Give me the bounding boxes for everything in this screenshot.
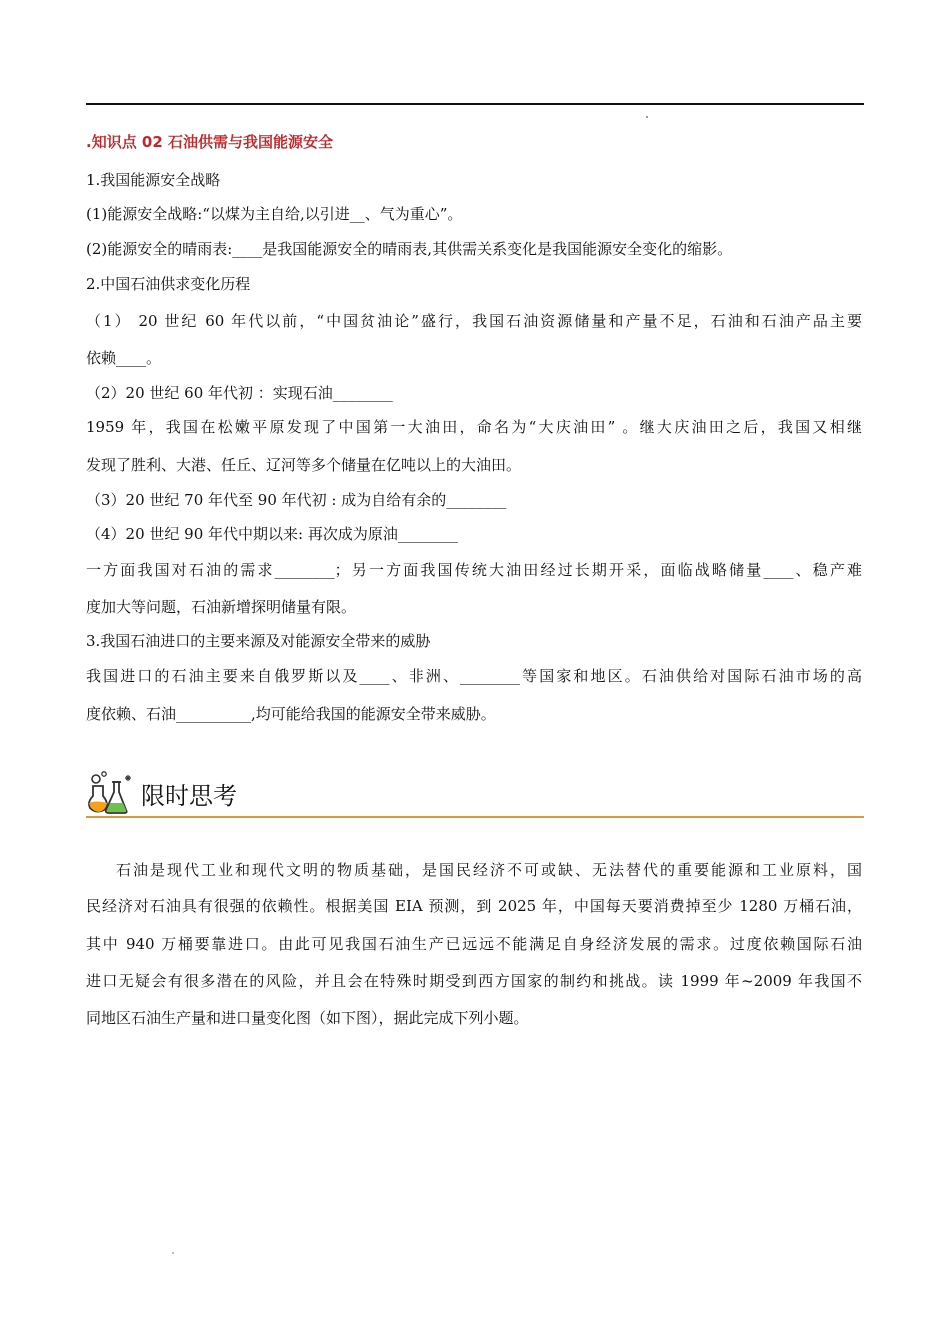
heading-2: 2.中国石油供求变化历程: [86, 275, 251, 293]
text-line: （3）20 世纪 70 年代至 90 年代初 : 成为自给有余的________: [86, 491, 507, 509]
paragraph-line: 进口无疑会有很多潜在的风险，并且会在特殊时期受到西方国家的制约和挑战。读 1999 年~2009 年我国不: [86, 972, 862, 990]
think-title: 限时思考: [141, 782, 237, 810]
text-line: 发现了胜利、大港、任丘、辽河等多个储量在亿吨以上的大油田。: [86, 456, 522, 474]
think-header: [86, 770, 864, 820]
think-divider: [86, 816, 864, 818]
text-line: 依赖____。: [86, 349, 162, 367]
text-line: （2）20 世纪 60 年代初 ：实现石油________: [86, 384, 393, 402]
lab-flask-icon: [86, 770, 136, 816]
section-title: .知识点 02 石油供需与我国能源安全: [86, 133, 334, 151]
text-line: 1959 年，我国在松嫩平原发现了中国第一大油田，命名为“大庆油田” 。继大庆油田之后，我国又相继: [86, 418, 862, 436]
text-line: 我国进口的石油主要来自俄罗斯以及____、非洲、________等国家和地区。石油供给对国际石油市场的高: [86, 667, 862, 685]
text-line: 一方面我国对石油的需求________；另一方面我国传统大油田经过长期开采，面临战略储量____、稳产难: [86, 561, 862, 579]
heading-3: 3.我国石油进口的主要来源及对能源安全带来的威胁: [86, 632, 431, 650]
paragraph-line: 民经济对石油具有很强的依赖性。根据美国 EIA 预测，到 2025 年，中国每天要消费掉至少 1280 万桶石油，: [86, 897, 862, 915]
paragraph-line: 石油是现代工业和现代文明的物质基础，是国民经济不可或缺、无法替代的重要能源和工业原料，国: [116, 861, 862, 879]
paragraph-line: 同地区石油生产量和进口量变化图（如下图），据此完成下列小题。: [86, 1009, 529, 1027]
speck-mark: [646, 116, 648, 118]
text-line: 度加大等问题，石油新增探明储量有限。: [86, 598, 357, 616]
paragraph-line: 其中 940 万桶要靠进口。由此可见我国石油生产已远远不能满足自身经济发展的需求。过度依赖国际石油: [86, 935, 862, 953]
text-line: (1)能源安全战略:“以煤为主自给,以引进__、气为重心”。: [86, 205, 463, 223]
speck-mark: [172, 1252, 174, 1254]
text-line: （4）20 世纪 90 年代中期以来: 再次成为原油________: [86, 525, 458, 543]
heading-1: 1.我国能源安全战略: [86, 171, 221, 189]
text-line: （1） 20 世纪 60 年代以前，“中国贫油论”盛行，我国石油资源储量和产量不足，石油和石油产品主要: [86, 312, 862, 330]
top-divider: [86, 103, 864, 105]
text-line: (2)能源安全的晴雨表:____是我国能源安全的晴雨表,其供需关系变化是我国能源安全变化的缩影。: [86, 240, 733, 258]
text-line: 度依赖、石油__________,均可能给我国的能源安全带来威胁。: [86, 705, 496, 723]
